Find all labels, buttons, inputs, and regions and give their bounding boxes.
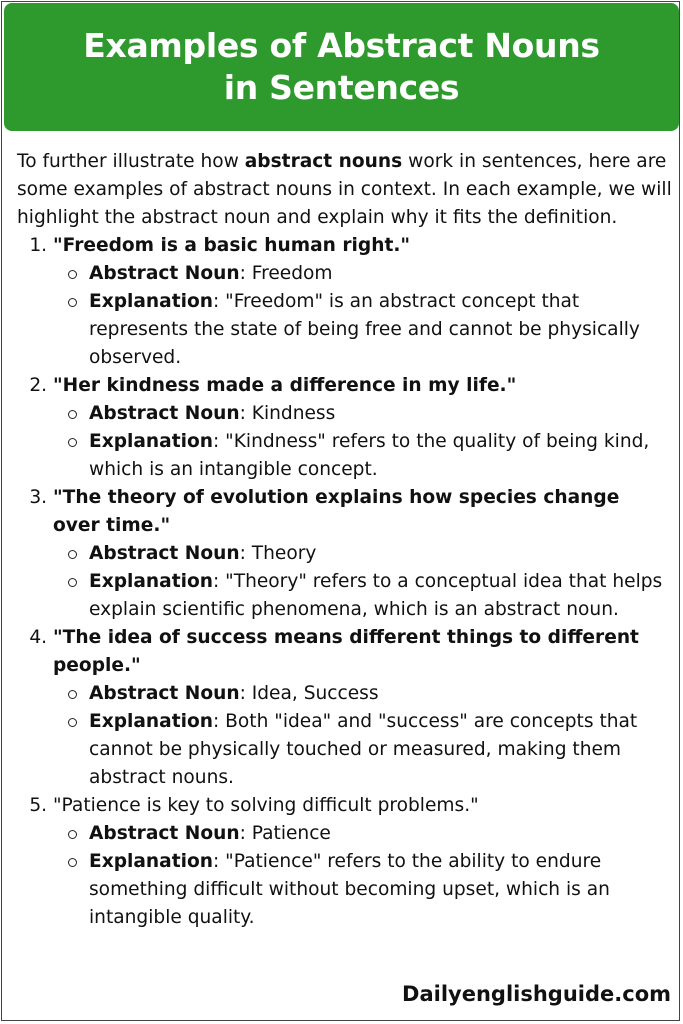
explanation-line	[89, 568, 672, 624]
hollow-bullet-icon	[68, 438, 77, 447]
example-sentence: "The theory of evolution explains how species change over time."	[53, 487, 620, 536]
example-details	[53, 540, 672, 624]
hollow-bullet-icon	[68, 298, 77, 307]
explanation-label: Explanation	[89, 711, 213, 732]
hollow-bullet-icon	[68, 690, 77, 699]
example-details	[53, 820, 672, 932]
abstract-noun-label: Abstract Noun	[89, 543, 240, 564]
example-item-5	[53, 792, 672, 932]
abstract-noun-value: : Idea, Success	[239, 683, 379, 704]
hollow-bullet-icon	[68, 858, 77, 867]
page-title-line-1: Examples of Abstract Nouns	[83, 26, 600, 65]
examples-list	[17, 232, 672, 932]
hollow-bullet-icon	[68, 830, 77, 839]
article-body	[17, 148, 672, 932]
example-sentence: "The idea of success means different things to different people."	[53, 627, 639, 676]
abstract-noun-label: Abstract Noun	[89, 683, 240, 704]
page-title-line-2: in Sentences	[223, 68, 460, 107]
explanation-line	[89, 288, 672, 372]
example-details	[53, 400, 672, 484]
abstract-noun-label: Abstract Noun	[89, 403, 240, 424]
hollow-bullet-icon	[68, 718, 77, 727]
example-item-3	[53, 484, 672, 624]
abstract-noun-line	[89, 400, 672, 428]
abstract-noun-value: : Kindness	[239, 403, 336, 424]
explanation-text: : "Theory" refers to a conceptual idea that helps explain scientific phenomena, which is an abstract noun.	[89, 571, 663, 620]
explanation-text: : Both "idea" and "success" are concepts that cannot be physically touched or measured, making them abstract nouns.	[89, 711, 638, 788]
explanation-label: Explanation	[89, 291, 213, 312]
example-sentence: "Patience is key to solving difficult problems."	[53, 795, 479, 816]
example-sentence: "Freedom is a basic human right."	[53, 235, 411, 256]
example-details	[53, 680, 672, 792]
abstract-noun-value: : Theory	[239, 543, 317, 564]
abstract-noun-line	[89, 820, 672, 848]
intro-paragraph	[17, 148, 672, 232]
site-watermark: Dailyenglishguide.com	[402, 982, 671, 1006]
abstract-noun-label: Abstract Noun	[89, 823, 240, 844]
explanation-text: : "Freedom" is an abstract concept that represents the state of being free and cannot be physically observed.	[89, 291, 640, 368]
explanation-label: Explanation	[89, 571, 213, 592]
abstract-noun-value: : Patience	[239, 823, 331, 844]
explanation-label: Explanation	[89, 431, 213, 452]
explanation-line	[89, 708, 672, 792]
explanation-text: : "Patience" refers to the ability to endure something difficult without becoming upset, which is an intangible quality.	[89, 851, 610, 928]
explanation-label: Explanation	[89, 851, 213, 872]
explanation-line	[89, 428, 672, 484]
example-sentence: "Her kindness made a difference in my life."	[53, 375, 517, 396]
abstract-noun-value: : Freedom	[239, 263, 333, 284]
abstract-noun-line	[89, 540, 672, 568]
intro-text-end: work in sentences, here are some examples of abstract nouns in context. In each example, we will highlight the abstract noun and explain why it fits the definition.	[17, 151, 672, 228]
intro-highlight: abstract nouns	[244, 151, 403, 172]
explanation-line	[89, 848, 672, 932]
abstract-noun-label: Abstract Noun	[89, 263, 240, 284]
explanation-text: : "Kindness" refers to the quality of being kind, which is an intangible concept.	[89, 431, 650, 480]
hollow-bullet-icon	[68, 578, 77, 587]
example-item-1	[53, 232, 672, 372]
abstract-noun-line	[89, 680, 672, 708]
example-item-2	[53, 372, 672, 484]
example-details	[53, 260, 672, 372]
title-banner	[4, 3, 679, 131]
hollow-bullet-icon	[68, 410, 77, 419]
intro-text-start: To further illustrate how	[17, 151, 245, 172]
hollow-bullet-icon	[68, 550, 77, 559]
abstract-noun-line	[89, 260, 672, 288]
example-item-4	[53, 624, 672, 792]
hollow-bullet-icon	[68, 270, 77, 279]
